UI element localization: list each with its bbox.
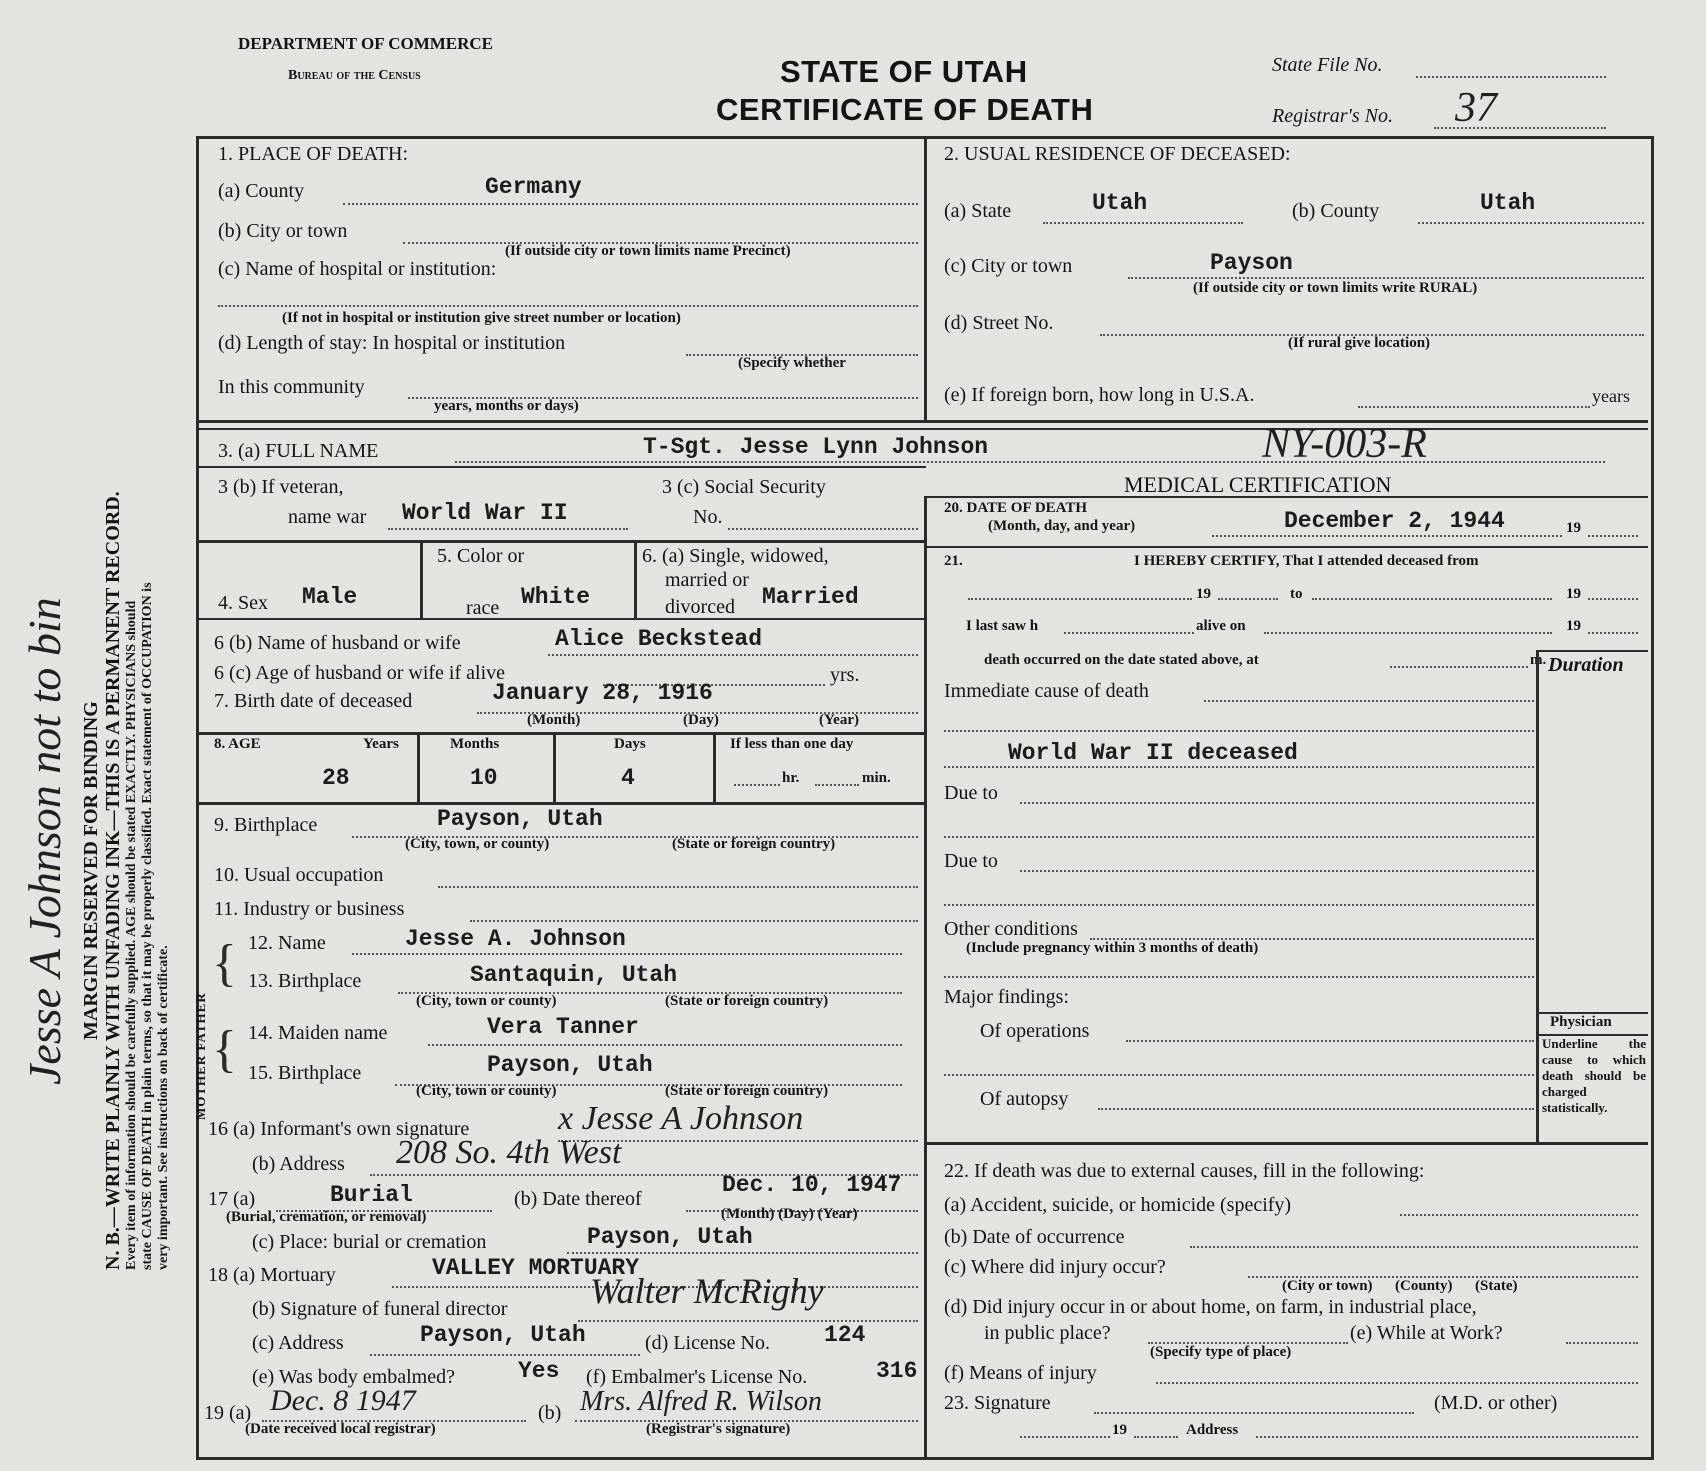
age-label: 8. AGE	[214, 736, 261, 752]
pod-city-note: (If outside city or town limits name Precinct)	[505, 243, 791, 259]
res-state-label: (a) State	[944, 200, 1012, 222]
title-certificate: CERTIFICATE OF DEATH	[716, 92, 1094, 127]
external-e-label: (e) While at Work?	[1350, 1322, 1503, 1344]
veteran-label-2: name war	[288, 506, 367, 528]
ss-label-2: No.	[693, 506, 723, 528]
mother-bp-value: Payson, Utah	[487, 1052, 653, 1078]
res-state-value: Utah	[1092, 190, 1148, 216]
industry-label: 11. Industry or business	[214, 898, 405, 920]
embalmed-label: (e) Was body embalmed?	[252, 1366, 455, 1388]
of-operations-label: Of operations	[980, 1020, 1090, 1042]
pod-stay-label: (d) Length of stay: In hospital or institution	[218, 332, 566, 354]
external-a-label: (a) Accident, suicide, or homicide (specify)	[944, 1194, 1292, 1216]
father-tag: FATHER	[193, 992, 208, 1051]
birthplace-value: Payson, Utah	[437, 806, 603, 832]
age-years-value: 28	[322, 765, 350, 791]
state-file-label: State File No.	[1272, 54, 1383, 76]
physician-heading: Physician	[1550, 1014, 1612, 1030]
race-label: race	[466, 597, 500, 619]
date-of-death-label-1: 20. DATE OF DEATH	[944, 500, 1088, 516]
res-foreign-label: (e) If foreign born, how long in U.S.A.	[944, 384, 1255, 406]
duration-label: Duration	[1548, 654, 1624, 676]
margin-instructions-3: very important. See instructions on back of certificate.	[156, 945, 171, 1270]
director-signature: Walter McRighy	[590, 1271, 824, 1311]
registrar-no-value: 37	[1455, 85, 1497, 131]
burial-date-label: (b) Date thereof	[514, 1188, 642, 1210]
birthdate-value: January 28, 1916	[492, 680, 713, 706]
burial-date-note: (Month) (Day) (Year)	[721, 1206, 858, 1222]
immediate-cause-label: Immediate cause of death	[944, 680, 1149, 702]
pod-community-label: In this community	[218, 376, 365, 398]
informant-sig-label: 16 (a) Informant's own signature	[208, 1118, 470, 1140]
res-street-note: (If rural give location)	[1288, 335, 1431, 351]
last-saw-19: 19	[1566, 618, 1581, 634]
pod-hospital-note: (If not in hospital or institution give street number or location)	[282, 310, 681, 326]
residence-heading: 2. USUAL RESIDENCE OF DECEASED:	[944, 143, 1291, 165]
mother-name-label: 14. Maiden name	[248, 1022, 388, 1044]
external-d-label-1: (d) Did injury occur in or about home, on farm, in industrial place,	[944, 1296, 1477, 1318]
spouse-yrs-label: yrs.	[830, 664, 860, 686]
emb-license-label: (f) Embalmer's License No.	[586, 1366, 808, 1388]
other-conditions-label: Other conditions	[944, 918, 1078, 940]
certify-to: to	[1290, 586, 1303, 602]
title-state: STATE OF UTAH	[780, 54, 1028, 89]
margin-nb-text: N. B.—WRITE PLAINLY WITH UNFADING INK—THIS IS A PERMANENT RECORD.	[102, 491, 124, 1270]
birth-month-note: (Month)	[527, 712, 581, 728]
father-bp-state-note: (State or foreign country)	[665, 993, 829, 1009]
mortuary-value: VALLEY MORTUARY	[432, 1255, 640, 1281]
signature-23-label: 23. Signature	[944, 1392, 1051, 1414]
marital-label-2: married or	[665, 569, 749, 591]
external-c-note: (City or town) (County) (State)	[1282, 1278, 1518, 1294]
department-label: DEPARTMENT OF COMMERCE	[238, 34, 494, 53]
certify-number: 21.	[944, 553, 963, 569]
father-name-value: Jesse A. Johnson	[405, 926, 626, 952]
age-months-label: Months	[450, 736, 500, 752]
major-findings-label: Major findings:	[944, 986, 1069, 1008]
age-months-value: 10	[470, 765, 498, 791]
emb-license-value: 316	[876, 1358, 918, 1384]
burial-place-label: (c) Place: burial or cremation	[252, 1231, 487, 1253]
ss-label-1: 3 (c) Social Security	[662, 476, 826, 498]
registrar-sig-label: (b)	[538, 1402, 562, 1424]
pod-hospital-label: (c) Name of hospital or institution:	[218, 258, 497, 280]
mother-bp-label: 15. Birthplace	[248, 1062, 362, 1084]
burial-place-value: Payson, Utah	[587, 1224, 753, 1250]
pod-community-note: years, months or days)	[434, 398, 579, 414]
margin-instructions-2: state CAUSE OF DEATH in plain terms, so that it may be properly classified. Exact statement of OCCUPATION is	[140, 582, 155, 1270]
external-b-label: (b) Date of occurrence	[944, 1226, 1125, 1248]
age-hr-label: hr.	[782, 770, 800, 786]
mortuary-label: 18 (a) Mortuary	[208, 1264, 336, 1286]
informant-sig-value: x Jesse A Johnson	[558, 1100, 804, 1137]
mother-bp-state-note: (State or foreign country)	[665, 1083, 829, 1099]
spouse-value: Alice Beckstead	[555, 626, 763, 652]
certify-text: I HEREBY CERTIFY, That I attended deceased from	[1134, 553, 1479, 569]
occupation-label: 10. Usual occupation	[214, 864, 384, 886]
occurred-m: m.	[1530, 652, 1547, 668]
age-years-label: Years	[363, 736, 399, 752]
burial-date-value: Dec. 10, 1947	[722, 1172, 902, 1198]
external-f-label: (f) Means of injury	[944, 1362, 1097, 1384]
age-days-label: Days	[614, 736, 646, 752]
veteran-value: World War II	[402, 500, 568, 526]
alive-on-label: alive on	[1196, 618, 1246, 634]
marital-label-1: 6. (a) Single, widowed,	[642, 545, 829, 567]
name-code-value: NY-003-R	[1262, 421, 1427, 467]
registrar-sig-note: (Registrar's signature)	[646, 1421, 791, 1437]
signature-19: 19	[1112, 1422, 1127, 1438]
father-name-label: 12. Name	[248, 932, 326, 954]
marital-label-3: divorced	[665, 596, 735, 618]
bureau-label: Bureau of the Census	[288, 68, 421, 83]
registrar-date-value: Dec. 8 1947	[270, 1384, 416, 1417]
mother-tag: MOTHER	[193, 1054, 208, 1120]
date-of-death-label-2: (Month, day, and year)	[988, 518, 1136, 534]
color-label: 5. Color or	[437, 545, 525, 567]
veteran-label-1: 3 (b) If veteran,	[218, 476, 344, 498]
sex-label: 4. Sex	[218, 592, 268, 614]
informant-address-label: (b) Address	[252, 1153, 345, 1175]
pod-specify-note: (Specify whether	[738, 355, 846, 371]
margin-reserved-text: MARGIN RESERVED FOR BINDING	[80, 701, 102, 1040]
res-city-label: (c) City or town	[944, 255, 1073, 277]
birthplace-label: 9. Birthplace	[214, 814, 318, 836]
external-c-label: (c) Where did injury occur?	[944, 1256, 1166, 1278]
registrar-date-note: (Date received local registrar)	[245, 1421, 436, 1437]
external-d-label-2: in public place?	[984, 1322, 1111, 1344]
margin-instructions-1: Every item of information should be carefully supplied. AGE should be stated EXACTLY. PHYSICIANS should	[124, 600, 139, 1270]
res-years-label: years	[1592, 386, 1630, 406]
father-brace: {	[212, 935, 237, 992]
marital-value: Married	[762, 584, 859, 610]
res-city-note: (If outside city or town limits write RURAL)	[1193, 280, 1478, 296]
external-heading: 22. If death was due to external causes, fill in the following:	[944, 1160, 1425, 1182]
medical-heading: MEDICAL CERTIFICATION	[1124, 472, 1392, 497]
res-city-value: Payson	[1210, 250, 1293, 276]
pod-county-label: (a) County	[218, 180, 305, 202]
place-of-death-heading: 1. PLACE OF DEATH:	[218, 143, 409, 165]
mother-bp-city-note: (City, town or county)	[416, 1083, 557, 1099]
md-label: (M.D. or other)	[1434, 1392, 1558, 1414]
certify-from-19: 19	[1196, 586, 1211, 602]
mother-father-tag	[193, 992, 209, 1120]
physician-note: Underline the cause to which death should be charged statistically.	[1542, 1036, 1646, 1115]
birth-year-note: (Year)	[819, 712, 859, 728]
informant-address-value: 208 So. 4th West	[396, 1134, 622, 1171]
father-bp-label: 13. Birthplace	[248, 970, 362, 992]
license-label: (d) License No.	[645, 1332, 770, 1354]
birth-day-note: (Day)	[683, 712, 719, 728]
race-value: White	[521, 584, 591, 610]
date-of-death-value: December 2, 1944	[1284, 508, 1505, 534]
director-label: (b) Signature of funeral director	[252, 1298, 508, 1320]
date-of-death-19: 19	[1566, 520, 1581, 536]
certify-to-19: 19	[1566, 586, 1581, 602]
embalmed-value: Yes	[518, 1358, 560, 1384]
license-value: 124	[824, 1322, 866, 1348]
birthplace-state-note: (State or foreign country)	[672, 836, 836, 852]
due-to-1-label: Due to	[944, 782, 998, 804]
father-bp-city-note: (City, town or county)	[416, 993, 557, 1009]
due-to-2-label: Due to	[944, 850, 998, 872]
registrar-label: 19 (a)	[204, 1402, 252, 1424]
other-conditions-note: (Include pregnancy within 3 months of death)	[966, 940, 1259, 956]
registrar-no-label: Registrar's No.	[1272, 105, 1393, 127]
age-min-label: min.	[862, 770, 891, 786]
full-name-label: 3. (a) FULL NAME	[218, 440, 379, 462]
sex-value: Male	[302, 584, 358, 610]
burial-note: (Burial, cremation, or removal)	[226, 1209, 427, 1225]
pod-county-value: Germany	[485, 174, 582, 200]
external-d-note: (Specify type of place)	[1150, 1344, 1292, 1360]
res-street-label: (d) Street No.	[944, 312, 1054, 334]
father-bp-value: Santaquin, Utah	[470, 962, 678, 988]
birthdate-label: 7. Birth date of deceased	[214, 690, 413, 712]
signature-address-label: Address	[1186, 1422, 1239, 1438]
funeral-address-value: Payson, Utah	[420, 1322, 586, 1348]
age-days-value: 4	[621, 765, 635, 791]
res-county-value: Utah	[1480, 190, 1536, 216]
mother-name-value: Vera Tanner	[487, 1014, 639, 1040]
burial-label: 17 (a)	[208, 1188, 256, 1210]
birthplace-city-note: (City, town, or county)	[405, 836, 550, 852]
mother-brace: {	[212, 1021, 237, 1078]
occurred-text: death occurred on the date stated above, at	[984, 652, 1259, 668]
age-less-label: If less than one day	[730, 736, 854, 752]
burial-value: Burial	[330, 1182, 413, 1208]
of-autopsy-label: Of autopsy	[980, 1088, 1069, 1110]
margin-handwriting: Jesse A Johnson not to bin	[19, 597, 70, 1085]
res-county-label: (b) County	[1292, 200, 1380, 222]
pod-city-label: (b) City or town	[218, 220, 348, 242]
last-saw-label: I last saw h	[966, 618, 1039, 634]
full-name-value: T-Sgt. Jesse Lynn Johnson	[643, 434, 989, 460]
funeral-address-label: (c) Address	[252, 1332, 344, 1354]
immediate-cause-value: World War II deceased	[1008, 740, 1298, 766]
spouse-age-label: 6 (c) Age of husband or wife if alive	[214, 662, 506, 684]
registrar-sig-value: Mrs. Alfred R. Wilson	[580, 1386, 822, 1417]
spouse-label: 6 (b) Name of husband or wife	[214, 632, 461, 654]
